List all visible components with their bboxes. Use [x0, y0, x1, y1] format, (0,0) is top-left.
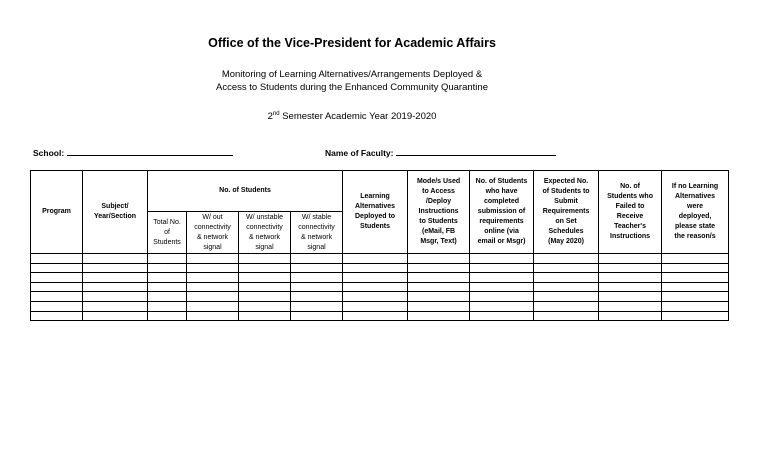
table-cell[interactable] — [187, 282, 239, 292]
table-cell[interactable] — [408, 254, 470, 264]
table-cell[interactable] — [31, 292, 83, 302]
semester-ordinal: 2 — [267, 111, 273, 123]
school-label: School: — [33, 148, 65, 158]
table-row — [31, 282, 729, 292]
subtitle-line-1: Monitoring of Learning Alternatives/Arrangements Deployed & — [221, 69, 483, 80]
monitoring-table — [30, 170, 729, 321]
col-no-learning-reason: If no Learning Alternatives were deployed, please state the reason/s — [662, 171, 729, 254]
table-cell[interactable] — [148, 254, 187, 264]
table-cell[interactable] — [187, 292, 239, 302]
col-program: Program — [31, 171, 83, 254]
table-cell[interactable] — [408, 292, 470, 302]
table-cell[interactable] — [148, 292, 187, 302]
table-cell[interactable] — [470, 301, 534, 311]
table-row — [31, 254, 729, 264]
table-cell[interactable] — [148, 273, 187, 283]
table-cell[interactable] — [291, 292, 343, 302]
table-cell[interactable] — [599, 263, 662, 273]
col-no-students: No. of Students — [148, 171, 343, 212]
table-cell[interactable] — [187, 263, 239, 273]
table-cell[interactable] — [291, 282, 343, 292]
col-unstable-connectivity: W/ unstable connectivity & network signal — [239, 212, 291, 254]
table-cell[interactable] — [148, 311, 187, 321]
table-cell[interactable] — [470, 263, 534, 273]
table-row — [31, 273, 729, 283]
table-cell[interactable] — [187, 301, 239, 311]
table-cell[interactable] — [662, 273, 729, 283]
school-blank-line[interactable] — [67, 146, 233, 156]
table-cell[interactable] — [83, 301, 148, 311]
table-cell[interactable] — [31, 263, 83, 273]
table-cell[interactable] — [662, 301, 729, 311]
table-cell[interactable] — [470, 254, 534, 264]
table-cell[interactable] — [148, 301, 187, 311]
table-cell[interactable] — [343, 282, 408, 292]
col-learning-alternatives: Learning Alternatives Deployed to Students — [343, 171, 408, 254]
col-total-students: Total No. of Students — [148, 212, 187, 254]
table-cell[interactable] — [291, 301, 343, 311]
col-without-connectivity: W/ out connectivity & network signal — [187, 212, 239, 254]
table-cell[interactable] — [408, 311, 470, 321]
header-row-1 — [31, 171, 729, 212]
table-cell[interactable] — [534, 254, 599, 264]
table-cell[interactable] — [31, 311, 83, 321]
table-cell[interactable] — [408, 301, 470, 311]
table-cell[interactable] — [239, 311, 291, 321]
table-row — [31, 263, 729, 273]
table-cell[interactable] — [534, 273, 599, 283]
table-row — [31, 311, 729, 321]
semester-text: Semester Academic Year 2019-2020 — [279, 111, 437, 123]
table-cell[interactable] — [31, 254, 83, 264]
table-cell[interactable] — [83, 292, 148, 302]
table-cell[interactable] — [408, 263, 470, 273]
subtitle — [0, 68, 704, 94]
table-cell[interactable] — [662, 263, 729, 273]
page-title: Office of the Vice-President for Academic Affairs — [208, 36, 496, 50]
table-cell[interactable] — [470, 282, 534, 292]
table-cell[interactable] — [148, 282, 187, 292]
col-expected: Expected No. of Students to Submit Requirements on Set Schedules (May 2020) — [534, 171, 599, 254]
table-cell[interactable] — [31, 273, 83, 283]
table-cell[interactable] — [291, 311, 343, 321]
faculty-blank-line[interactable] — [396, 146, 556, 156]
subtitle-line-2: Access to Students during the Enhanced Community Quarantine — [216, 82, 488, 93]
table-cell[interactable] — [662, 254, 729, 264]
table-cell[interactable] — [343, 273, 408, 283]
table-cell[interactable] — [408, 282, 470, 292]
table-cell[interactable] — [83, 263, 148, 273]
col-subject: Subject/ Year/Section — [83, 171, 148, 254]
table-cell[interactable] — [343, 292, 408, 302]
table-cell[interactable] — [239, 273, 291, 283]
table-cell[interactable] — [599, 301, 662, 311]
col-failed: No. of Students who Failed to Receive Teacher's Instructions — [599, 171, 662, 254]
table-cell[interactable] — [239, 254, 291, 264]
col-completed: No. of Students who have completed submission of requirements online (via email or Msgr) — [470, 171, 534, 254]
faculty-field — [325, 146, 556, 158]
table-cell[interactable] — [534, 292, 599, 302]
table-cell[interactable] — [239, 292, 291, 302]
table-cell[interactable] — [83, 254, 148, 264]
semester-line — [0, 108, 704, 123]
table-cell[interactable] — [187, 254, 239, 264]
table-cell[interactable] — [662, 292, 729, 302]
table-cell[interactable] — [239, 301, 291, 311]
table-cell[interactable] — [291, 254, 343, 264]
faculty-label: Name of Faculty: — [325, 148, 394, 158]
table-cell[interactable] — [343, 311, 408, 321]
table-cell[interactable] — [470, 311, 534, 321]
school-field — [33, 146, 233, 158]
table-cell[interactable] — [343, 254, 408, 264]
table-cell[interactable] — [31, 301, 83, 311]
table-cell[interactable] — [187, 311, 239, 321]
table-cell[interactable] — [599, 282, 662, 292]
table-cell[interactable] — [408, 273, 470, 283]
table-cell[interactable] — [534, 301, 599, 311]
col-modes: Mode/s Used to Access /Deploy Instructions to Students (eMail, FB Msgr, Text) — [408, 171, 470, 254]
col-stable-connectivity: W/ stable connectivity & network signal — [291, 212, 343, 254]
table-cell[interactable] — [470, 292, 534, 302]
table-cell[interactable] — [343, 301, 408, 311]
table-cell[interactable] — [83, 273, 148, 283]
table-cell[interactable] — [470, 273, 534, 283]
table-cell[interactable] — [31, 282, 83, 292]
semester-suffix: nd — [272, 111, 280, 117]
table-row — [31, 292, 729, 302]
table-cell[interactable] — [599, 292, 662, 302]
table-cell[interactable] — [599, 273, 662, 283]
table-cell[interactable] — [662, 282, 729, 292]
table-cell[interactable] — [148, 263, 187, 273]
table-cell[interactable] — [83, 311, 148, 321]
table-row — [31, 301, 729, 311]
table-cell[interactable] — [534, 282, 599, 292]
table-cell[interactable] — [83, 282, 148, 292]
table-cell[interactable] — [187, 273, 239, 283]
table-cell[interactable] — [534, 263, 599, 273]
table-cell[interactable] — [599, 311, 662, 321]
table-cell[interactable] — [534, 311, 599, 321]
table-cell[interactable] — [343, 263, 408, 273]
table-cell[interactable] — [599, 254, 662, 264]
table-cell[interactable] — [239, 263, 291, 273]
table-cell[interactable] — [291, 263, 343, 273]
table-cell[interactable] — [291, 273, 343, 283]
table-cell[interactable] — [239, 282, 291, 292]
table-cell[interactable] — [662, 311, 729, 321]
